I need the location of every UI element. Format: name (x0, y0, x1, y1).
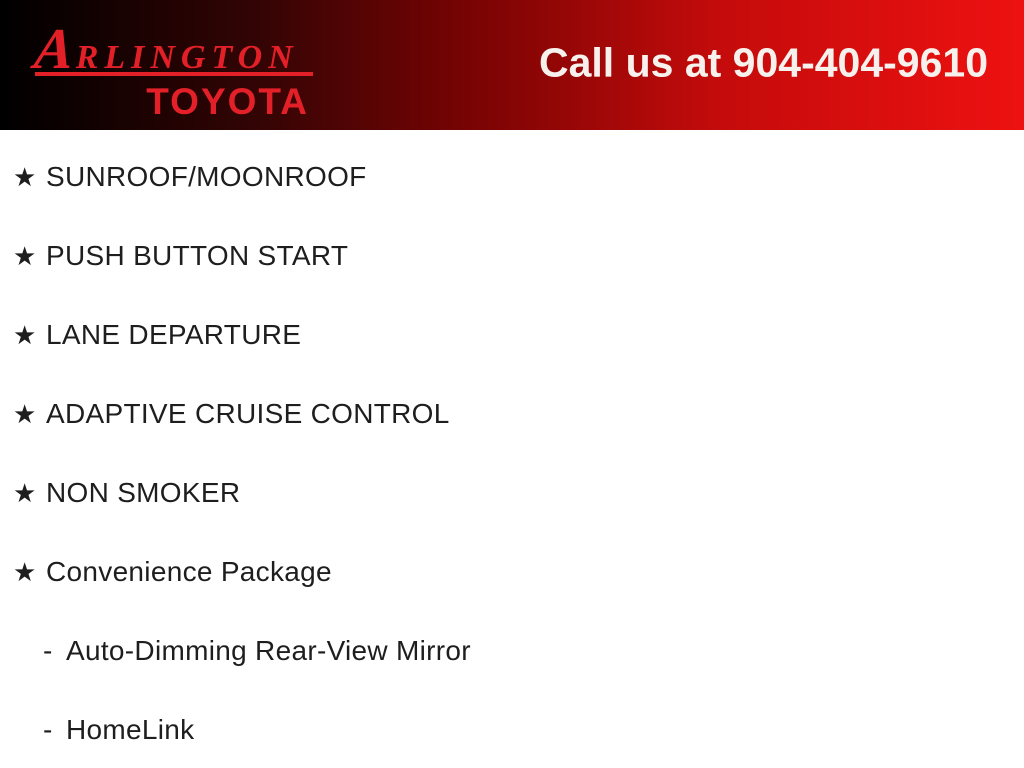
logo-initial-a: A (31, 16, 78, 81)
feature-item-convenience-package (13, 532, 1024, 611)
star-bullet-icon: ★ (13, 398, 37, 429)
dealer-logo (31, 16, 313, 122)
feature-item-non-smoker (13, 453, 1024, 532)
star-bullet-icon: ★ (13, 240, 37, 271)
features-section (0, 130, 1024, 768)
features-list (13, 137, 1024, 768)
feature-item-lane-departure (13, 295, 1024, 374)
star-bullet-icon: ★ (13, 161, 37, 192)
feature-sub-label: Auto-Dimming Rear-View Mirror (66, 634, 471, 666)
dash-bullet-icon: - (43, 634, 53, 666)
feature-subitem-auto-dimming-mirror (13, 611, 1024, 690)
dash-bullet-icon: - (43, 713, 53, 745)
star-bullet-icon: ★ (13, 556, 37, 587)
feature-label: NON SMOKER (46, 476, 241, 508)
feature-label: PUSH BUTTON START (46, 239, 349, 271)
dealer-logo-arlington (31, 16, 313, 81)
header-banner (0, 0, 1024, 130)
feature-item-sunroof-moonroof (13, 137, 1024, 216)
feature-subitem-homelink (13, 690, 1024, 768)
feature-label: LANE DEPARTURE (46, 318, 302, 350)
call-us-phone-text: Call us at 904-404-9610 (539, 39, 988, 86)
logo-arlington-text: RLINGTON (75, 39, 299, 76)
logo-toyota-text: TOYOTA (146, 81, 309, 122)
feature-item-adaptive-cruise-control (13, 374, 1024, 453)
feature-label: SUNROOF/MOONROOF (46, 160, 367, 192)
star-bullet-icon: ★ (13, 477, 37, 508)
feature-label: Convenience Package (46, 555, 332, 587)
feature-item-push-button-start (13, 216, 1024, 295)
star-bullet-icon: ★ (13, 319, 37, 350)
feature-label: ADAPTIVE CRUISE CONTROL (46, 397, 450, 429)
feature-sub-label: HomeLink (66, 713, 195, 745)
